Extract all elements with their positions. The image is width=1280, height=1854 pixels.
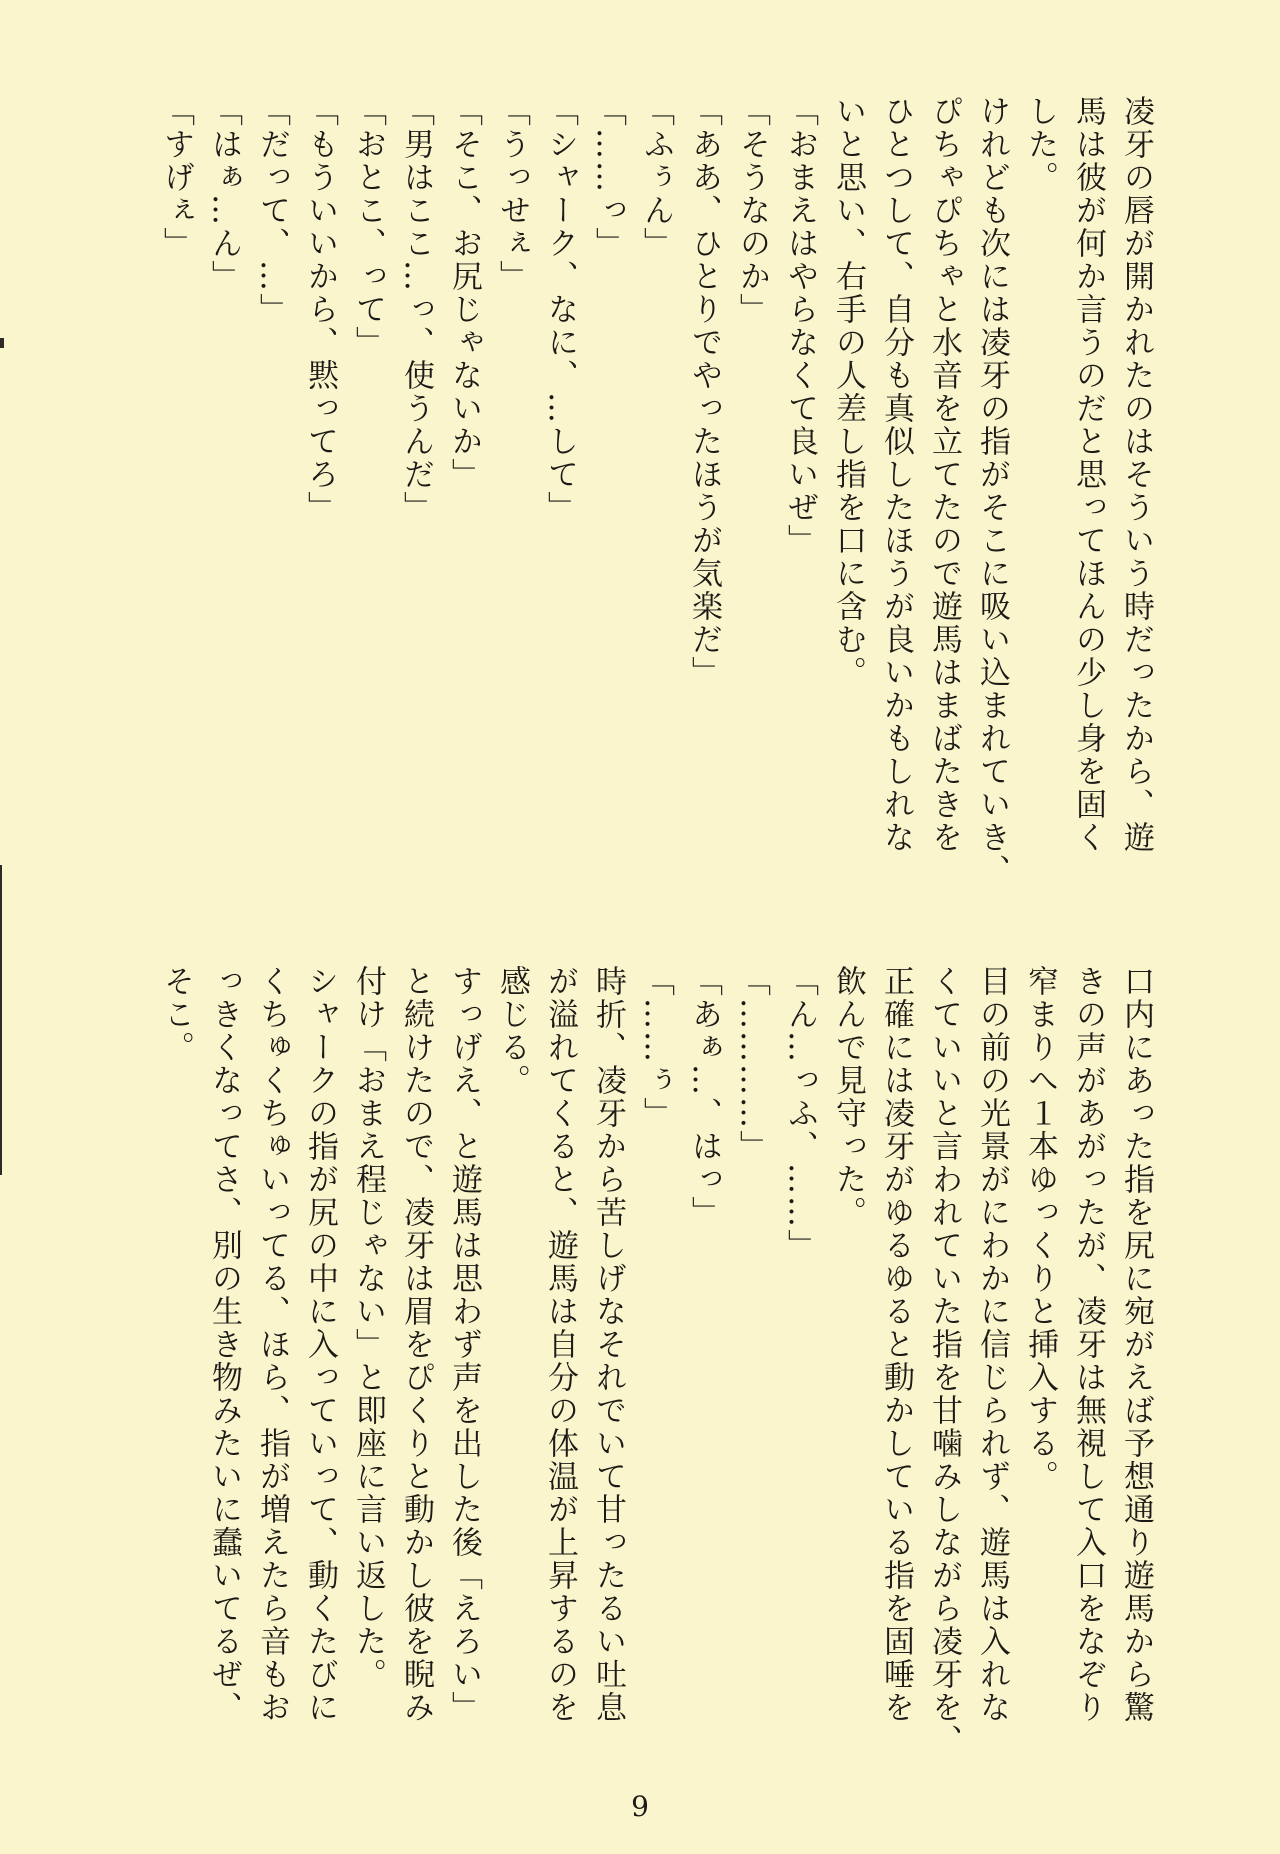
text-line: いと思い、右手の人差し指を口に含む。 <box>830 95 866 689</box>
dialogue-line: 「だって、…」 <box>254 95 290 326</box>
dialogue-line: 「はぁ…ん」 <box>206 95 242 293</box>
dialogue-line: 「うっせぇ」 <box>494 95 530 293</box>
text-line: ひとつして、自分も真似したほうが良いかもしれな <box>878 95 914 854</box>
dialogue-line: 「……ぅ」 <box>638 965 674 1130</box>
dialogue-line: 「男はここ…っ、使うんだ」 <box>398 95 434 524</box>
text-line: っきくなってさ、別の生き物みたいに蠢いてるぜ、 <box>206 965 242 1724</box>
dialogue-line: 「……っ」 <box>590 95 626 260</box>
text-line: けれども次には凌牙の指がそこに吸い込まれていき、 <box>974 95 1010 887</box>
dialogue-line: 「おとこ、って」 <box>350 95 386 359</box>
binding-edge-mark <box>0 338 4 348</box>
dialogue-line: 「もういいから、黙ってろ」 <box>302 95 338 524</box>
text-line: ぴちゃぴちゃと水音を立てたので遊馬はまばたきを <box>926 95 962 854</box>
page-number: 9 <box>631 1790 649 1823</box>
dialogue-line: 「ふぅん」 <box>638 95 674 260</box>
text-line: そこ。 <box>158 965 194 1064</box>
text-line: 目の前の光景がにわかに信じられず、遊馬は入れな <box>974 965 1010 1724</box>
text-line: くていいと言われていた指を甘噛みしながら凌牙を、 <box>926 965 962 1757</box>
text-line: と続けたので、凌牙は眉をぴくりと動かし彼を睨み <box>398 965 434 1724</box>
text-line: くちゅくちゅいってる、ほら、指が増えたら音もお <box>254 965 290 1724</box>
text-line: 時折、凌牙から苦しげなそれでいて甘ったるい吐息 <box>590 965 626 1724</box>
dialogue-line: 「そこ、お尻じゃないか」 <box>446 95 482 491</box>
dialogue-line: 「そうなのか」 <box>734 95 770 326</box>
dialogue-line: 「おまえはやらなくて良いぜ」 <box>782 95 818 557</box>
binding-edge-line <box>0 865 2 1175</box>
dialogue-line: 「すげぇ」 <box>158 95 194 260</box>
text-line: きの声があがったが、凌牙は無視して入口をなぞり <box>1070 965 1106 1724</box>
text-line: 付け「おまえ程じゃない」と即座に言い返した。 <box>350 965 386 1691</box>
text-line: 飲んで見守った。 <box>830 965 866 1229</box>
upper-text-block <box>152 95 1160 895</box>
dialogue-line: 「…………」 <box>734 965 770 1163</box>
dialogue-line: 「あぁ…、はっ」 <box>686 965 722 1229</box>
dialogue-line: 「シャーク、なに、…して」 <box>542 95 578 524</box>
text-line: 馬は彼が何か言うのだと思ってほんの少し身を固く <box>1070 95 1106 854</box>
text-line: 窄まりへ１本ゆっくりと挿入する。 <box>1022 965 1058 1493</box>
text-line: シャークの指が尻の中に入っていって、動くたびに <box>302 965 338 1724</box>
text-line: が溢れてくると、遊馬は自分の体温が上昇するのを <box>542 965 578 1724</box>
text-line: 感じる。 <box>494 965 530 1097</box>
text-line: した。 <box>1022 95 1058 194</box>
text-line: 正確には凌牙がゆるゆると動かしている指を固唾を <box>878 965 914 1724</box>
dialogue-line: 「ああ、ひとりでやったほうが気楽だ」 <box>686 95 722 689</box>
dialogue-line: 「ん…っふ、……」 <box>782 965 818 1262</box>
text-line: すっげえ、と遊馬は思わず声を出した後「えろい」 <box>446 965 482 1724</box>
lower-text-block <box>152 965 1160 1765</box>
text-line: 凌牙の唇が開かれたのはそういう時だったから、遊 <box>1118 95 1154 854</box>
text-line: 口内にあった指を尻に宛がえば予想通り遊馬から驚 <box>1118 965 1154 1724</box>
